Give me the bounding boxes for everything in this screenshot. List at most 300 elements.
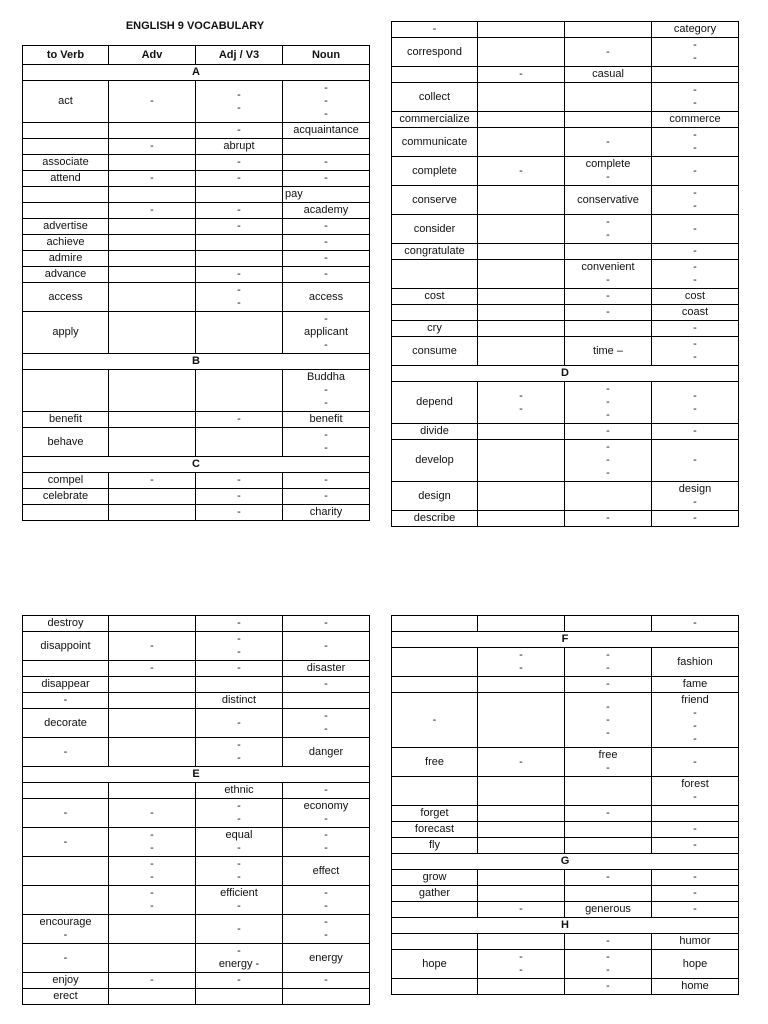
noun-cell: -	[283, 677, 370, 693]
verb-cell: act	[23, 81, 109, 123]
adverb-cell: -	[109, 473, 196, 489]
adjective-cell: equal -	[196, 828, 283, 857]
adjective-cell: distinct	[196, 693, 283, 709]
section-letter: B	[23, 354, 370, 370]
table-row	[392, 215, 739, 244]
adverb-cell	[109, 915, 196, 944]
adverb-cell	[109, 944, 196, 973]
adjective-cell: -	[196, 489, 283, 505]
verb-cell: forget	[392, 806, 478, 822]
noun-cell: -	[283, 783, 370, 799]
adjective-cell: - - -	[565, 440, 652, 482]
adverb-cell	[109, 412, 196, 428]
verb-cell: gather	[392, 886, 478, 902]
adjective-cell: abrupt	[196, 139, 283, 155]
verb-cell: benefit	[23, 412, 109, 428]
adverb-cell	[478, 616, 565, 632]
table-row	[23, 312, 370, 354]
verb-cell: -	[23, 693, 109, 709]
column-header: Adv	[109, 46, 196, 65]
table-row	[392, 511, 739, 527]
adjective-cell: - -	[565, 648, 652, 677]
noun-cell: coast	[652, 305, 739, 321]
adjective-cell: casual	[565, 67, 652, 83]
adverb-cell	[478, 38, 565, 67]
verb-cell: complete	[392, 157, 478, 186]
noun-cell: home	[652, 979, 739, 995]
verb-cell: -	[23, 828, 109, 857]
noun-cell: - -	[652, 83, 739, 112]
table-row	[23, 828, 370, 857]
noun-cell: cost	[652, 289, 739, 305]
verb-cell	[392, 934, 478, 950]
verb-cell: erect	[23, 989, 109, 1005]
section-row	[23, 767, 370, 783]
table-row	[23, 412, 370, 428]
adverb-cell	[478, 424, 565, 440]
adjective-cell: -	[565, 128, 652, 157]
adjective-cell: -	[196, 473, 283, 489]
noun-cell: -	[652, 822, 739, 838]
table-row	[23, 81, 370, 123]
verb-cell: forecast	[392, 822, 478, 838]
adjective-cell	[196, 989, 283, 1005]
verb-cell: -	[23, 738, 109, 767]
table-row	[392, 244, 739, 260]
adjective-cell	[565, 838, 652, 854]
adjective-cell	[565, 244, 652, 260]
adjective-cell	[196, 370, 283, 412]
adjective-cell: -	[196, 267, 283, 283]
verb-cell: behave	[23, 428, 109, 457]
adjective-cell: -	[196, 616, 283, 632]
adverb-cell	[109, 616, 196, 632]
verb-cell	[23, 661, 109, 677]
noun-cell: Buddha - -	[283, 370, 370, 412]
adverb-cell	[478, 806, 565, 822]
adjective-cell: -	[196, 123, 283, 139]
adverb-cell	[109, 989, 196, 1005]
verb-cell	[392, 677, 478, 693]
table-row	[392, 616, 739, 632]
noun-cell: -	[652, 886, 739, 902]
adjective-cell: -	[196, 915, 283, 944]
adverb-cell	[478, 838, 565, 854]
table-row	[392, 112, 739, 128]
adjective-cell: -	[196, 219, 283, 235]
adverb-cell: - -	[109, 886, 196, 915]
verb-cell: develop	[392, 440, 478, 482]
adverb-cell	[109, 267, 196, 283]
noun-cell: benefit	[283, 412, 370, 428]
verb-cell: -	[23, 799, 109, 828]
noun-cell: - applicant -	[283, 312, 370, 354]
adverb-cell	[109, 428, 196, 457]
adjective-cell	[565, 112, 652, 128]
adverb-cell	[478, 83, 565, 112]
table-row	[23, 370, 370, 412]
noun-cell: -	[652, 424, 739, 440]
table-row	[392, 67, 739, 83]
verb-cell	[23, 187, 109, 203]
adjective-cell	[565, 616, 652, 632]
noun-cell: academy	[283, 203, 370, 219]
noun-cell: -	[283, 219, 370, 235]
noun-cell: - -	[283, 709, 370, 738]
verb-cell	[23, 370, 109, 412]
table-row	[23, 693, 370, 709]
adverb-cell	[478, 822, 565, 838]
adjective-cell: -	[565, 934, 652, 950]
table-row	[392, 424, 739, 440]
verb-cell	[23, 203, 109, 219]
table-row	[23, 886, 370, 915]
table-row	[23, 139, 370, 155]
noun-cell: -	[652, 215, 739, 244]
section-letter: G	[392, 854, 739, 870]
verb-cell: disappear	[23, 677, 109, 693]
adjective-cell	[196, 251, 283, 267]
noun-cell: - - -	[283, 81, 370, 123]
verb-cell: celebrate	[23, 489, 109, 505]
verb-cell	[23, 123, 109, 139]
table-row	[392, 128, 739, 157]
adverb-cell	[478, 260, 565, 289]
verb-cell: advertise	[23, 219, 109, 235]
table-row	[392, 289, 739, 305]
verb-cell	[23, 857, 109, 886]
adjective-cell: convenient -	[565, 260, 652, 289]
table-row	[392, 838, 739, 854]
table-row	[392, 382, 739, 424]
noun-cell	[652, 67, 739, 83]
verb-cell: depend	[392, 382, 478, 424]
adverb-cell	[478, 511, 565, 527]
table-row	[392, 886, 739, 902]
noun-cell: category	[652, 22, 739, 38]
noun-cell: -	[283, 235, 370, 251]
verb-cell: associate	[23, 155, 109, 171]
adjective-cell: -	[196, 155, 283, 171]
adverb-cell	[478, 934, 565, 950]
table-row	[23, 123, 370, 139]
verb-cell	[392, 902, 478, 918]
section-letter: E	[23, 767, 370, 783]
table-row	[392, 870, 739, 886]
verb-cell	[392, 979, 478, 995]
noun-cell: -	[283, 251, 370, 267]
noun-cell: -	[652, 157, 739, 186]
noun-cell: -	[652, 511, 739, 527]
verb-cell: attend	[23, 171, 109, 187]
adjective-cell: -	[196, 203, 283, 219]
adverb-cell	[109, 155, 196, 171]
verb-cell: apply	[23, 312, 109, 354]
section-row	[23, 65, 370, 81]
section-letter: D	[392, 366, 739, 382]
table-row	[23, 187, 370, 203]
verb-cell: hope	[392, 950, 478, 979]
adjective-cell: generous	[565, 902, 652, 918]
adjective-cell: - -	[196, 857, 283, 886]
noun-cell: - -	[283, 828, 370, 857]
page-title: ENGLISH 9 VOCABULARY	[125, 20, 265, 32]
table-row	[23, 203, 370, 219]
noun-cell: - -	[652, 260, 739, 289]
noun-cell: design -	[652, 482, 739, 511]
verb-cell	[392, 305, 478, 321]
adverb-cell	[109, 783, 196, 799]
table-row	[23, 235, 370, 251]
adverb-cell	[478, 215, 565, 244]
adjective-cell: -	[196, 661, 283, 677]
verb-cell	[392, 260, 478, 289]
adjective-cell: -	[196, 973, 283, 989]
adverb-cell	[478, 305, 565, 321]
table-row	[23, 738, 370, 767]
column-header: Adj / V3	[196, 46, 283, 65]
verb-cell	[23, 505, 109, 521]
adverb-cell	[478, 677, 565, 693]
section-row	[392, 366, 739, 382]
verb-cell: correspond	[392, 38, 478, 67]
adverb-cell: -	[478, 748, 565, 777]
adjective-cell: - -	[196, 81, 283, 123]
noun-cell: fashion	[652, 648, 739, 677]
adverb-cell	[478, 440, 565, 482]
noun-cell: - -	[652, 128, 739, 157]
noun-cell: friend - - -	[652, 693, 739, 748]
adverb-cell: -	[109, 171, 196, 187]
table-row	[392, 186, 739, 215]
vocabulary-table-bottom-right	[391, 615, 739, 995]
adjective-cell: - -	[196, 283, 283, 312]
adverb-cell	[109, 312, 196, 354]
adjective-cell	[565, 321, 652, 337]
noun-cell: -	[283, 171, 370, 187]
table-row	[392, 677, 739, 693]
adverb-cell	[109, 489, 196, 505]
table-row	[392, 693, 739, 748]
adjective-cell: ethnic	[196, 783, 283, 799]
noun-cell: -	[652, 321, 739, 337]
noun-cell: -	[283, 632, 370, 661]
table-row	[23, 973, 370, 989]
table-row	[23, 709, 370, 738]
table-row	[23, 944, 370, 973]
noun-cell: access	[283, 283, 370, 312]
verb-cell: free	[392, 748, 478, 777]
table-row	[392, 777, 739, 806]
table-row	[392, 83, 739, 112]
vocabulary-table-top-right	[391, 21, 739, 527]
adverb-cell	[478, 22, 565, 38]
table-row	[392, 934, 739, 950]
noun-cell: hope	[652, 950, 739, 979]
adjective-cell	[565, 22, 652, 38]
adverb-cell: -	[109, 203, 196, 219]
column-header: to Verb	[23, 46, 109, 65]
noun-cell: - -	[652, 186, 739, 215]
table-row	[23, 251, 370, 267]
adverb-cell: - -	[478, 648, 565, 677]
adverb-cell: - -	[478, 950, 565, 979]
adjective-cell: -	[565, 979, 652, 995]
adverb-cell	[478, 321, 565, 337]
verb-cell: encourage -	[23, 915, 109, 944]
adverb-cell	[109, 370, 196, 412]
table-row	[23, 267, 370, 283]
adverb-cell	[478, 979, 565, 995]
verb-cell	[23, 783, 109, 799]
table-row	[23, 857, 370, 886]
header-row	[23, 46, 370, 65]
adjective-cell: - -	[196, 799, 283, 828]
table-row	[23, 989, 370, 1005]
table-row	[392, 260, 739, 289]
verb-cell: access	[23, 283, 109, 312]
adverb-cell: - -	[109, 828, 196, 857]
table-row	[23, 783, 370, 799]
noun-cell: -	[652, 870, 739, 886]
table-row	[392, 321, 739, 337]
verb-cell: fly	[392, 838, 478, 854]
verb-cell: consider	[392, 215, 478, 244]
table-row	[23, 473, 370, 489]
table-row	[392, 440, 739, 482]
noun-cell: forest -	[652, 777, 739, 806]
noun-cell	[283, 989, 370, 1005]
noun-cell: disaster	[283, 661, 370, 677]
adjective-cell: -	[196, 505, 283, 521]
adverb-cell: -	[109, 799, 196, 828]
noun-cell: -	[283, 267, 370, 283]
table-row	[392, 979, 739, 995]
adjective-cell	[565, 777, 652, 806]
table-row	[392, 38, 739, 67]
adjective-cell: - energy -	[196, 944, 283, 973]
adjective-cell: -	[565, 870, 652, 886]
noun-cell: - -	[283, 886, 370, 915]
verb-cell: cry	[392, 321, 478, 337]
verb-cell	[23, 886, 109, 915]
verb-cell: decorate	[23, 709, 109, 738]
adverb-cell	[478, 693, 565, 748]
table-row	[23, 428, 370, 457]
verb-cell: achieve	[23, 235, 109, 251]
noun-cell: -	[283, 616, 370, 632]
adjective-cell: -	[565, 511, 652, 527]
adverb-cell: -	[109, 139, 196, 155]
noun-cell: charity	[283, 505, 370, 521]
adjective-cell	[565, 886, 652, 902]
verb-cell	[392, 616, 478, 632]
adverb-cell	[478, 870, 565, 886]
verb-cell: congratulate	[392, 244, 478, 260]
adverb-cell	[478, 777, 565, 806]
adverb-cell: -	[109, 661, 196, 677]
verb-cell	[392, 67, 478, 83]
adjective-cell: -	[196, 171, 283, 187]
noun-cell: danger	[283, 738, 370, 767]
verb-cell: communicate	[392, 128, 478, 157]
adjective-cell	[196, 428, 283, 457]
table-row	[23, 283, 370, 312]
adverb-cell	[109, 251, 196, 267]
adverb-cell: -	[478, 157, 565, 186]
adjective-cell	[565, 822, 652, 838]
section-letter: F	[392, 632, 739, 648]
adverb-cell: -	[478, 902, 565, 918]
noun-cell: -	[652, 440, 739, 482]
noun-cell: -	[652, 838, 739, 854]
adjective-cell: - -	[196, 632, 283, 661]
adjective-cell: free -	[565, 748, 652, 777]
adverb-cell	[478, 244, 565, 260]
adverb-cell	[109, 693, 196, 709]
adverb-cell	[109, 235, 196, 251]
verb-cell: advance	[23, 267, 109, 283]
noun-cell	[283, 693, 370, 709]
adjective-cell: -	[565, 677, 652, 693]
adverb-cell	[109, 283, 196, 312]
noun-cell	[283, 139, 370, 155]
adverb-cell	[478, 337, 565, 366]
section-letter: H	[392, 918, 739, 934]
adjective-cell: - - -	[565, 382, 652, 424]
adverb-cell	[478, 186, 565, 215]
verb-cell: conserve	[392, 186, 478, 215]
verb-cell: compel	[23, 473, 109, 489]
adjective-cell: -	[565, 38, 652, 67]
adverb-cell	[109, 187, 196, 203]
vocabulary-table-top-left	[22, 45, 370, 521]
adjective-cell	[196, 312, 283, 354]
verb-cell: destroy	[23, 616, 109, 632]
verb-cell: collect	[392, 83, 478, 112]
table-row	[23, 915, 370, 944]
adverb-cell	[109, 677, 196, 693]
noun-cell: -	[652, 748, 739, 777]
adverb-cell	[478, 112, 565, 128]
noun-cell: - -	[283, 428, 370, 457]
table-row	[392, 822, 739, 838]
adjective-cell: - -	[565, 215, 652, 244]
table-row	[23, 171, 370, 187]
adjective-cell: -	[196, 412, 283, 428]
adverb-cell: - -	[109, 857, 196, 886]
adverb-cell	[109, 123, 196, 139]
noun-cell: acquaintance	[283, 123, 370, 139]
adverb-cell	[478, 482, 565, 511]
table-row	[392, 482, 739, 511]
adjective-cell: - -	[196, 738, 283, 767]
noun-cell: humor	[652, 934, 739, 950]
table-row	[392, 157, 739, 186]
verb-cell	[23, 139, 109, 155]
noun-cell: -	[652, 902, 739, 918]
verb-cell: enjoy	[23, 973, 109, 989]
section-row	[392, 854, 739, 870]
adjective-cell	[196, 677, 283, 693]
noun-cell: -	[652, 616, 739, 632]
noun-cell: commerce	[652, 112, 739, 128]
verb-cell	[392, 777, 478, 806]
verb-cell: divide	[392, 424, 478, 440]
adverb-cell: -	[109, 973, 196, 989]
table-row	[23, 155, 370, 171]
noun-cell: - -	[652, 382, 739, 424]
